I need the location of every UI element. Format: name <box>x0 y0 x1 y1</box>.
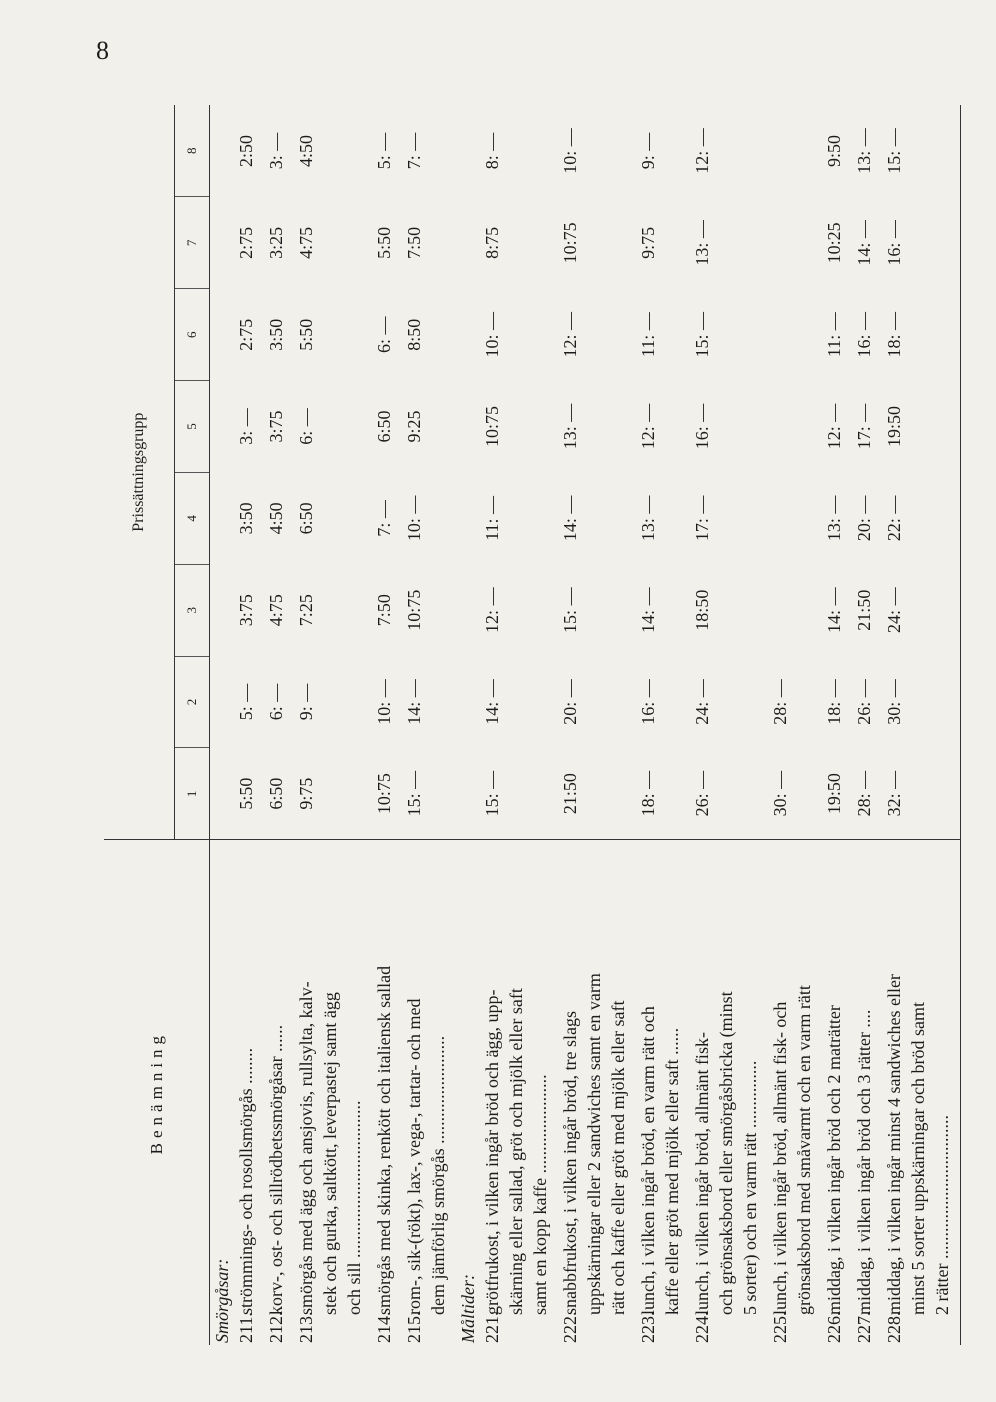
price-cell: 28: — <box>854 770 874 817</box>
price-cell <box>768 564 822 656</box>
description-line <box>852 846 876 1343</box>
price-cell: 13: — <box>854 128 874 174</box>
price-cell: 7:25 <box>296 594 316 627</box>
item-number: 222. <box>560 1311 580 1343</box>
price-cell: 30: — <box>770 770 790 817</box>
price-cell: 28: — <box>770 679 790 725</box>
description-line <box>636 846 660 1343</box>
description-line <box>660 846 684 1343</box>
price-cell: 10: — <box>482 311 502 358</box>
description-line <box>264 846 288 1343</box>
description-line <box>558 846 582 1343</box>
description-text: samt en kopp kaffe ...................... <box>530 1074 550 1315</box>
price-cell: 24: — <box>692 679 712 725</box>
price-cell: 3:75 <box>266 410 286 443</box>
price-cell: 3: — <box>236 408 256 445</box>
price-cell: 6:50 <box>374 410 394 443</box>
empty-cell <box>456 289 480 381</box>
table-row <box>882 105 961 1345</box>
description-line <box>714 846 738 1343</box>
item-description <box>264 840 294 1345</box>
price-cell: 26: — <box>854 679 874 725</box>
price-cell: 24: — <box>884 587 904 633</box>
description-text: minst 5 sorter uppskärningar och bröd samt <box>908 1002 928 1315</box>
empty-cell <box>210 197 235 289</box>
price-cell: 8:50 <box>404 318 424 351</box>
item-number: 225. <box>770 1311 790 1343</box>
table-row <box>822 105 852 1345</box>
price-cell: 14: — <box>638 587 658 633</box>
price-cell: 20: — <box>854 495 874 542</box>
price-cell <box>768 197 822 289</box>
description-text: rätt och kaffe eller gröt med mjölk eller saft <box>608 1000 628 1315</box>
item-number: 212. <box>266 1311 286 1343</box>
price-cell: 10:75 <box>404 589 424 631</box>
header-group-number: 2 <box>175 656 210 748</box>
empty-cell <box>456 381 480 473</box>
description-text: snabbfrukost, i vilken ingår bröd, tre slags <box>560 1011 580 1315</box>
empty-cell <box>210 656 235 748</box>
description-text: korv-, ost- och sillrödbetssmörgåsar ...... <box>266 1024 286 1315</box>
rotated-page-content <box>104 105 952 1345</box>
price-cell: 12: — <box>560 311 580 358</box>
price-cell: 17: — <box>692 495 712 542</box>
description-line <box>792 846 816 1343</box>
price-cell: 3:50 <box>266 318 286 351</box>
table-row <box>852 105 882 1345</box>
price-cell: 9:25 <box>404 410 424 443</box>
description-line <box>234 846 258 1343</box>
item-number: 215. <box>404 1311 424 1343</box>
price-cell: 5:50 <box>236 777 256 810</box>
table-row <box>234 105 264 1345</box>
price-cell: 19:50 <box>824 773 844 815</box>
price-cell: 9: — <box>296 683 316 721</box>
empty-cell <box>210 472 235 564</box>
price-cell: 10: — <box>374 679 394 725</box>
item-number: 213. <box>296 1311 316 1343</box>
price-cell: 11: — <box>638 312 658 358</box>
price-cell: 7: — <box>374 500 394 537</box>
description-text: grötfrukost, i vilken ingår bröd och ägg, upp- <box>482 989 502 1315</box>
description-text: middag, i vilken ingår bröd och 3 rätter .... <box>854 1009 874 1315</box>
price-cell: 6:50 <box>296 502 316 535</box>
description-line <box>480 846 504 1343</box>
table-row <box>402 105 456 1345</box>
section-title: Smörgåsar: <box>210 840 235 1345</box>
table-row <box>768 105 822 1345</box>
description-text: rom-, sik-(rökt), lax-, vega-, tartar- och med <box>404 998 424 1315</box>
section-row <box>210 105 235 1345</box>
price-cell: 10:25 <box>824 222 844 264</box>
price-cell: 15: — <box>482 770 502 817</box>
description-text: och sill ................................... <box>344 1100 364 1315</box>
price-cell: 10: — <box>404 495 424 542</box>
item-description <box>852 840 882 1345</box>
price-cell: 3: — <box>266 132 286 170</box>
description-line <box>690 846 714 1343</box>
price-cell: 14: — <box>482 679 502 725</box>
price-cell: 5:50 <box>296 318 316 351</box>
price-cell: 18: — <box>884 311 904 358</box>
price-cell: 13: — <box>692 220 712 266</box>
item-description <box>294 840 372 1345</box>
price-cell: 13: — <box>560 403 580 450</box>
price-cell: 21:50 <box>854 589 874 631</box>
table-body <box>210 105 963 1345</box>
description-line <box>606 846 630 1343</box>
item-description <box>402 840 456 1345</box>
price-cell <box>768 381 822 473</box>
description-text: skärning eller sallad, gröt och mjölk eller saft <box>506 988 526 1315</box>
description-line <box>768 846 792 1343</box>
price-cell: 9: — <box>638 132 658 170</box>
description-line <box>906 846 930 1343</box>
item-number: 226. <box>824 1311 844 1343</box>
header-benamning: Benämning <box>104 840 210 1345</box>
description-text: dem jämförlig smörgås ........................ <box>428 1035 448 1315</box>
price-cell: 15: — <box>404 770 424 817</box>
price-cell: 14: — <box>560 495 580 542</box>
price-cell: 18: — <box>638 770 658 817</box>
item-number: 214. <box>374 1311 394 1343</box>
price-cell: 14: — <box>854 220 874 266</box>
price-cell <box>768 472 822 564</box>
item-description <box>768 840 822 1345</box>
price-cell: 4:75 <box>296 226 316 259</box>
price-cell: 4:75 <box>266 594 286 627</box>
price-cell: 10:75 <box>374 773 394 815</box>
price-cell: 11: — <box>824 312 844 358</box>
page-number: 8 <box>96 36 109 65</box>
description-text: middag, i vilken ingår minst 4 sandwiches eller <box>884 974 904 1315</box>
price-cell: 6: — <box>266 683 286 721</box>
item-description <box>480 840 558 1345</box>
header-group-number: 4 <box>175 472 210 564</box>
price-cell: 17: — <box>854 403 874 450</box>
price-cell: 2:75 <box>236 318 256 351</box>
description-text: middag, i vilken ingår bröd och 2 maträtter <box>824 1005 844 1315</box>
price-cell: 10: — <box>560 128 580 174</box>
empty-cell <box>456 197 480 289</box>
description-line <box>402 846 426 1343</box>
description-line <box>426 846 450 1343</box>
description-text: lunch, i vilken ingår bröd, allmänt fisk- <box>692 1032 712 1315</box>
header-group-number: 8 <box>175 105 210 197</box>
price-cell: 18:50 <box>692 589 712 631</box>
empty-cell <box>456 472 480 564</box>
description-text: kaffe eller gröt med mjölk eller saft ...... <box>662 1027 682 1315</box>
price-cell: 3:25 <box>266 226 286 259</box>
description-text: och grönsaksbord eller smörgåsbricka (minst <box>716 991 736 1315</box>
price-cell: 30: — <box>884 679 904 725</box>
price-cell: 4:50 <box>296 134 316 167</box>
item-description <box>372 840 402 1345</box>
empty-cell <box>210 748 235 840</box>
price-cell: 19:50 <box>884 406 904 448</box>
description-line <box>822 846 846 1343</box>
header-group-number: 5 <box>175 381 210 473</box>
header-group-number: 7 <box>175 197 210 289</box>
price-cell <box>768 105 822 197</box>
table-row <box>264 105 294 1345</box>
item-number: 224. <box>692 1311 712 1343</box>
empty-cell <box>210 289 235 381</box>
header-group-number: 6 <box>175 289 210 381</box>
header-prissattningsgrupp: Prissättningsgrupp <box>104 105 175 840</box>
price-cell: 11: — <box>482 495 502 541</box>
description-text: stek och gurka, saltkött, leverpastej samt ägg <box>320 992 340 1315</box>
description-line <box>930 846 954 1343</box>
description-text: 5 sorter) och en varm rätt ............... <box>740 1060 760 1315</box>
item-description <box>882 840 961 1345</box>
price-cell: 10:75 <box>482 406 502 448</box>
price-cell: 12: — <box>824 403 844 450</box>
description-line <box>582 846 606 1343</box>
item-number: 211. <box>236 1312 256 1343</box>
price-cell: 13: — <box>824 495 844 542</box>
price-cell: 5: — <box>374 132 394 170</box>
description-line <box>318 846 342 1343</box>
empty-cell <box>456 105 480 197</box>
description-line <box>882 846 906 1343</box>
price-cell: 16: — <box>638 679 658 725</box>
description-line <box>738 846 762 1343</box>
price-cell: 15: — <box>884 128 904 174</box>
price-cell: 7:50 <box>404 226 424 259</box>
empty-cell <box>456 564 480 656</box>
price-cell: 13: — <box>638 495 658 542</box>
price-cell: 26: — <box>692 770 712 817</box>
description-text: strömmings- och rosollsmörgås ........ <box>236 1047 256 1315</box>
item-number: 221. <box>482 1311 502 1343</box>
description-line <box>294 846 318 1343</box>
price-cell: 6:50 <box>266 777 286 810</box>
header-group-number: 1 <box>175 748 210 840</box>
table-row <box>480 105 558 1345</box>
description-text: smörgås med skinka, renkött och italiensk sallad <box>374 965 394 1315</box>
price-cell: 15: — <box>560 587 580 633</box>
item-description <box>636 840 690 1345</box>
description-text: smörgås med ägg och ansjovis, rullsylta, kalv- <box>296 981 316 1315</box>
price-cell: 6: — <box>374 316 394 353</box>
empty-cell <box>456 656 480 748</box>
price-cell: 12: — <box>692 128 712 174</box>
item-description <box>690 840 768 1345</box>
item-description <box>234 840 264 1345</box>
section-row <box>456 105 480 1345</box>
price-cell <box>768 289 822 381</box>
price-cell: 9:50 <box>824 134 844 167</box>
section-title: Måltider: <box>456 840 480 1345</box>
empty-cell <box>210 381 235 473</box>
table-row <box>636 105 690 1345</box>
description-text: lunch, i vilken ingår bröd, allmänt fisk- och <box>770 1001 790 1315</box>
price-cell: 5: — <box>236 683 256 721</box>
price-cell: 3:75 <box>236 594 256 627</box>
description-line <box>372 846 396 1343</box>
description-text: lunch, i vilken ingår bröd, en varm rätt och <box>638 1006 658 1315</box>
description-line <box>342 846 366 1343</box>
price-cell: 32: — <box>884 770 904 817</box>
price-cell: 7: — <box>404 132 424 170</box>
price-cell: 4:50 <box>266 502 286 535</box>
price-cell: 18: — <box>824 679 844 725</box>
empty-cell <box>456 748 480 840</box>
item-description <box>822 840 852 1345</box>
price-cell: 2:50 <box>236 134 256 167</box>
price-cell: 12: — <box>482 587 502 633</box>
price-cell: 8:75 <box>482 226 502 259</box>
price-cell: 20: — <box>560 679 580 725</box>
price-cell: 15: — <box>692 311 712 358</box>
item-number: 223. <box>638 1311 658 1343</box>
price-cell: 7:50 <box>374 594 394 627</box>
price-cell: 16: — <box>884 220 904 266</box>
table-row <box>372 105 402 1345</box>
price-cell: 8: — <box>482 132 502 170</box>
empty-cell <box>210 105 235 197</box>
price-cell: 9:75 <box>638 226 658 259</box>
price-cell: 12: — <box>638 403 658 450</box>
table-row <box>558 105 636 1345</box>
price-cell: 16: — <box>854 311 874 358</box>
item-number: 228. <box>884 1311 904 1343</box>
description-line <box>528 846 552 1343</box>
price-cell: 22: — <box>884 495 904 542</box>
item-description <box>558 840 636 1345</box>
price-cell: 10:75 <box>560 222 580 264</box>
table-row <box>690 105 768 1345</box>
price-cell: 14: — <box>404 679 424 725</box>
description-text: grönsaksbord med småvarmt och en varm rätt <box>794 985 814 1315</box>
description-line <box>504 846 528 1343</box>
header-group-number: 3 <box>175 564 210 656</box>
price-cell: 21:50 <box>560 773 580 815</box>
description-text: uppskärningar eller 2 sandwiches samt en varm <box>584 973 604 1315</box>
price-table <box>104 105 962 1345</box>
bottom-rule-cell <box>961 105 963 1345</box>
price-cell: 6: — <box>296 408 316 445</box>
price-cell: 16: — <box>692 403 712 450</box>
price-cell: 14: — <box>824 587 844 633</box>
description-text: 2 rätter ................................ <box>932 1115 952 1315</box>
empty-cell <box>210 564 235 656</box>
table-bottom-rule <box>961 105 963 1345</box>
table-row <box>294 105 372 1345</box>
item-number: 227. <box>854 1311 874 1343</box>
price-cell: 2:75 <box>236 226 256 259</box>
price-cell: 3:50 <box>236 502 256 535</box>
price-cell: 9:75 <box>296 777 316 810</box>
price-cell: 5:50 <box>374 226 394 259</box>
